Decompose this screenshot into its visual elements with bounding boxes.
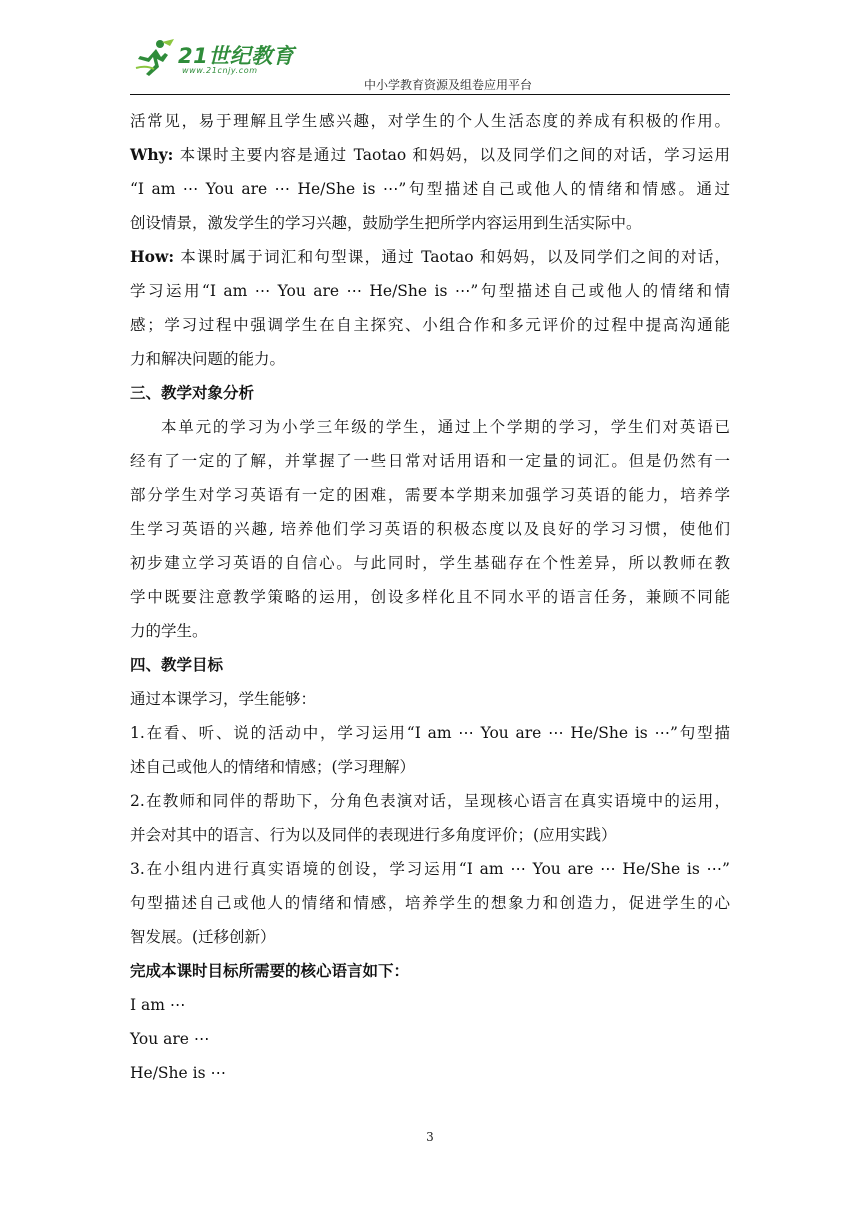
goal-line: 句型描述自己或他人的情绪和情感，培养学生的想象力和创造力，促进学生的心 [130,894,730,912]
paragraph-line: “I am ⋯ You are ⋯ He/She is ⋯”句型描述自己或他人的情绪和情感。通过 [130,180,730,198]
core-language-heading: 完成本课时目标所需要的核心语言如下： [130,961,410,980]
paragraph-line: 学习运用“I am ⋯ You are ⋯ He/She is ⋯”句型描述自己或他人的情绪和情 [130,282,730,300]
goal-line: 2.在教师和同伴的帮助下，分角色表演对话，呈现核心语言在真实语境中的运用， [130,792,730,810]
page-number: 3 [426,1130,434,1144]
document-body [130,104,730,1090]
core-language-item: He/She is ⋯ [130,1064,226,1082]
page-header [130,34,730,96]
goal-line: 智发展。(迁移创新） [130,928,276,946]
paragraph-line: 生学习英语的兴趣, 培养他们学习英语的积极态度以及良好的学习习惯，使他们 [130,520,730,538]
paragraph-line: 活常见，易于理解且学生感兴趣，对学生的个人生活态度的养成有积极的作用。 [130,112,730,130]
paragraph-line: 通过本课学习，学生能够： [130,690,317,708]
paragraph-line: 感；学习过程中强调学生在自主探究、小组合作和多元评价的过程中提高沟通能 [130,316,730,334]
header-subtitle: 中小学教育资源及组卷应用平台 [363,78,532,92]
paragraph-line: 经有了一定的了解，并掌握了一些日常对话用语和一定量的词汇。但是仍然有一 [130,452,730,470]
core-language-item: I am ⋯ [130,996,186,1014]
goal-line: 3.在小组内进行真实语境的创设，学习运用“I am ⋯ You are ⋯ He/She is ⋯” [130,860,730,878]
goal-line: 并会对其中的语言、行为以及同伴的表现进行多角度评价；(应用实践） [130,826,617,844]
paragraph-line: 学中既要注意教学策略的运用，创设多样化且不同水平的语言任务，兼顾不同能 [130,588,730,606]
why-line: Why: 本课时主要内容是通过 Taotao 和妈妈，以及同学们之间的对话，学习运用 [130,145,730,164]
paragraph-line: 力和解决问题的能力。 [130,350,286,368]
paragraph-line: 部分学生对学习英语有一定的困难，需要本学期来加强学习英语的能力，培养学 [130,486,730,504]
section-heading: 四、教学目标 [130,655,224,674]
paragraph-line: 初步建立学习英语的自信心。与此同时，学生基础存在个性差异，所以教师在教 [130,554,730,572]
section-heading: 三、教学对象分析 [130,383,255,402]
goal-line: 1.在看、听、说的活动中，学习运用“I am ⋯ You are ⋯ He/She is ⋯”句型描 [130,724,730,742]
paragraph-line: 本单元的学习为小学三年级的学生，通过上个学期的学习，学生们对英语已 [161,418,730,436]
why-label: Why: [130,145,174,164]
goal-line: 述自己或他人的情绪和情感；(学习理解） [130,758,416,776]
how-label: How: [130,247,175,266]
header-divider [130,94,730,95]
how-line: How: 本课时属于词汇和句型课，通过 Taotao 和妈妈，以及同学们之间的对话， [130,247,730,266]
paragraph-line: 创设情景，激发学生的学习兴趣，鼓励学生把所学内容运用到生活实际中。 [130,214,642,232]
core-language-item: You are ⋯ [130,1030,210,1048]
runner-logo-icon [132,38,176,78]
logo [130,34,300,82]
logo-url: www.21cnjy.com [182,66,258,75]
paragraph-line: 力的学生。 [130,622,208,640]
logo-wordmark: 21世纪教育 [178,44,295,68]
